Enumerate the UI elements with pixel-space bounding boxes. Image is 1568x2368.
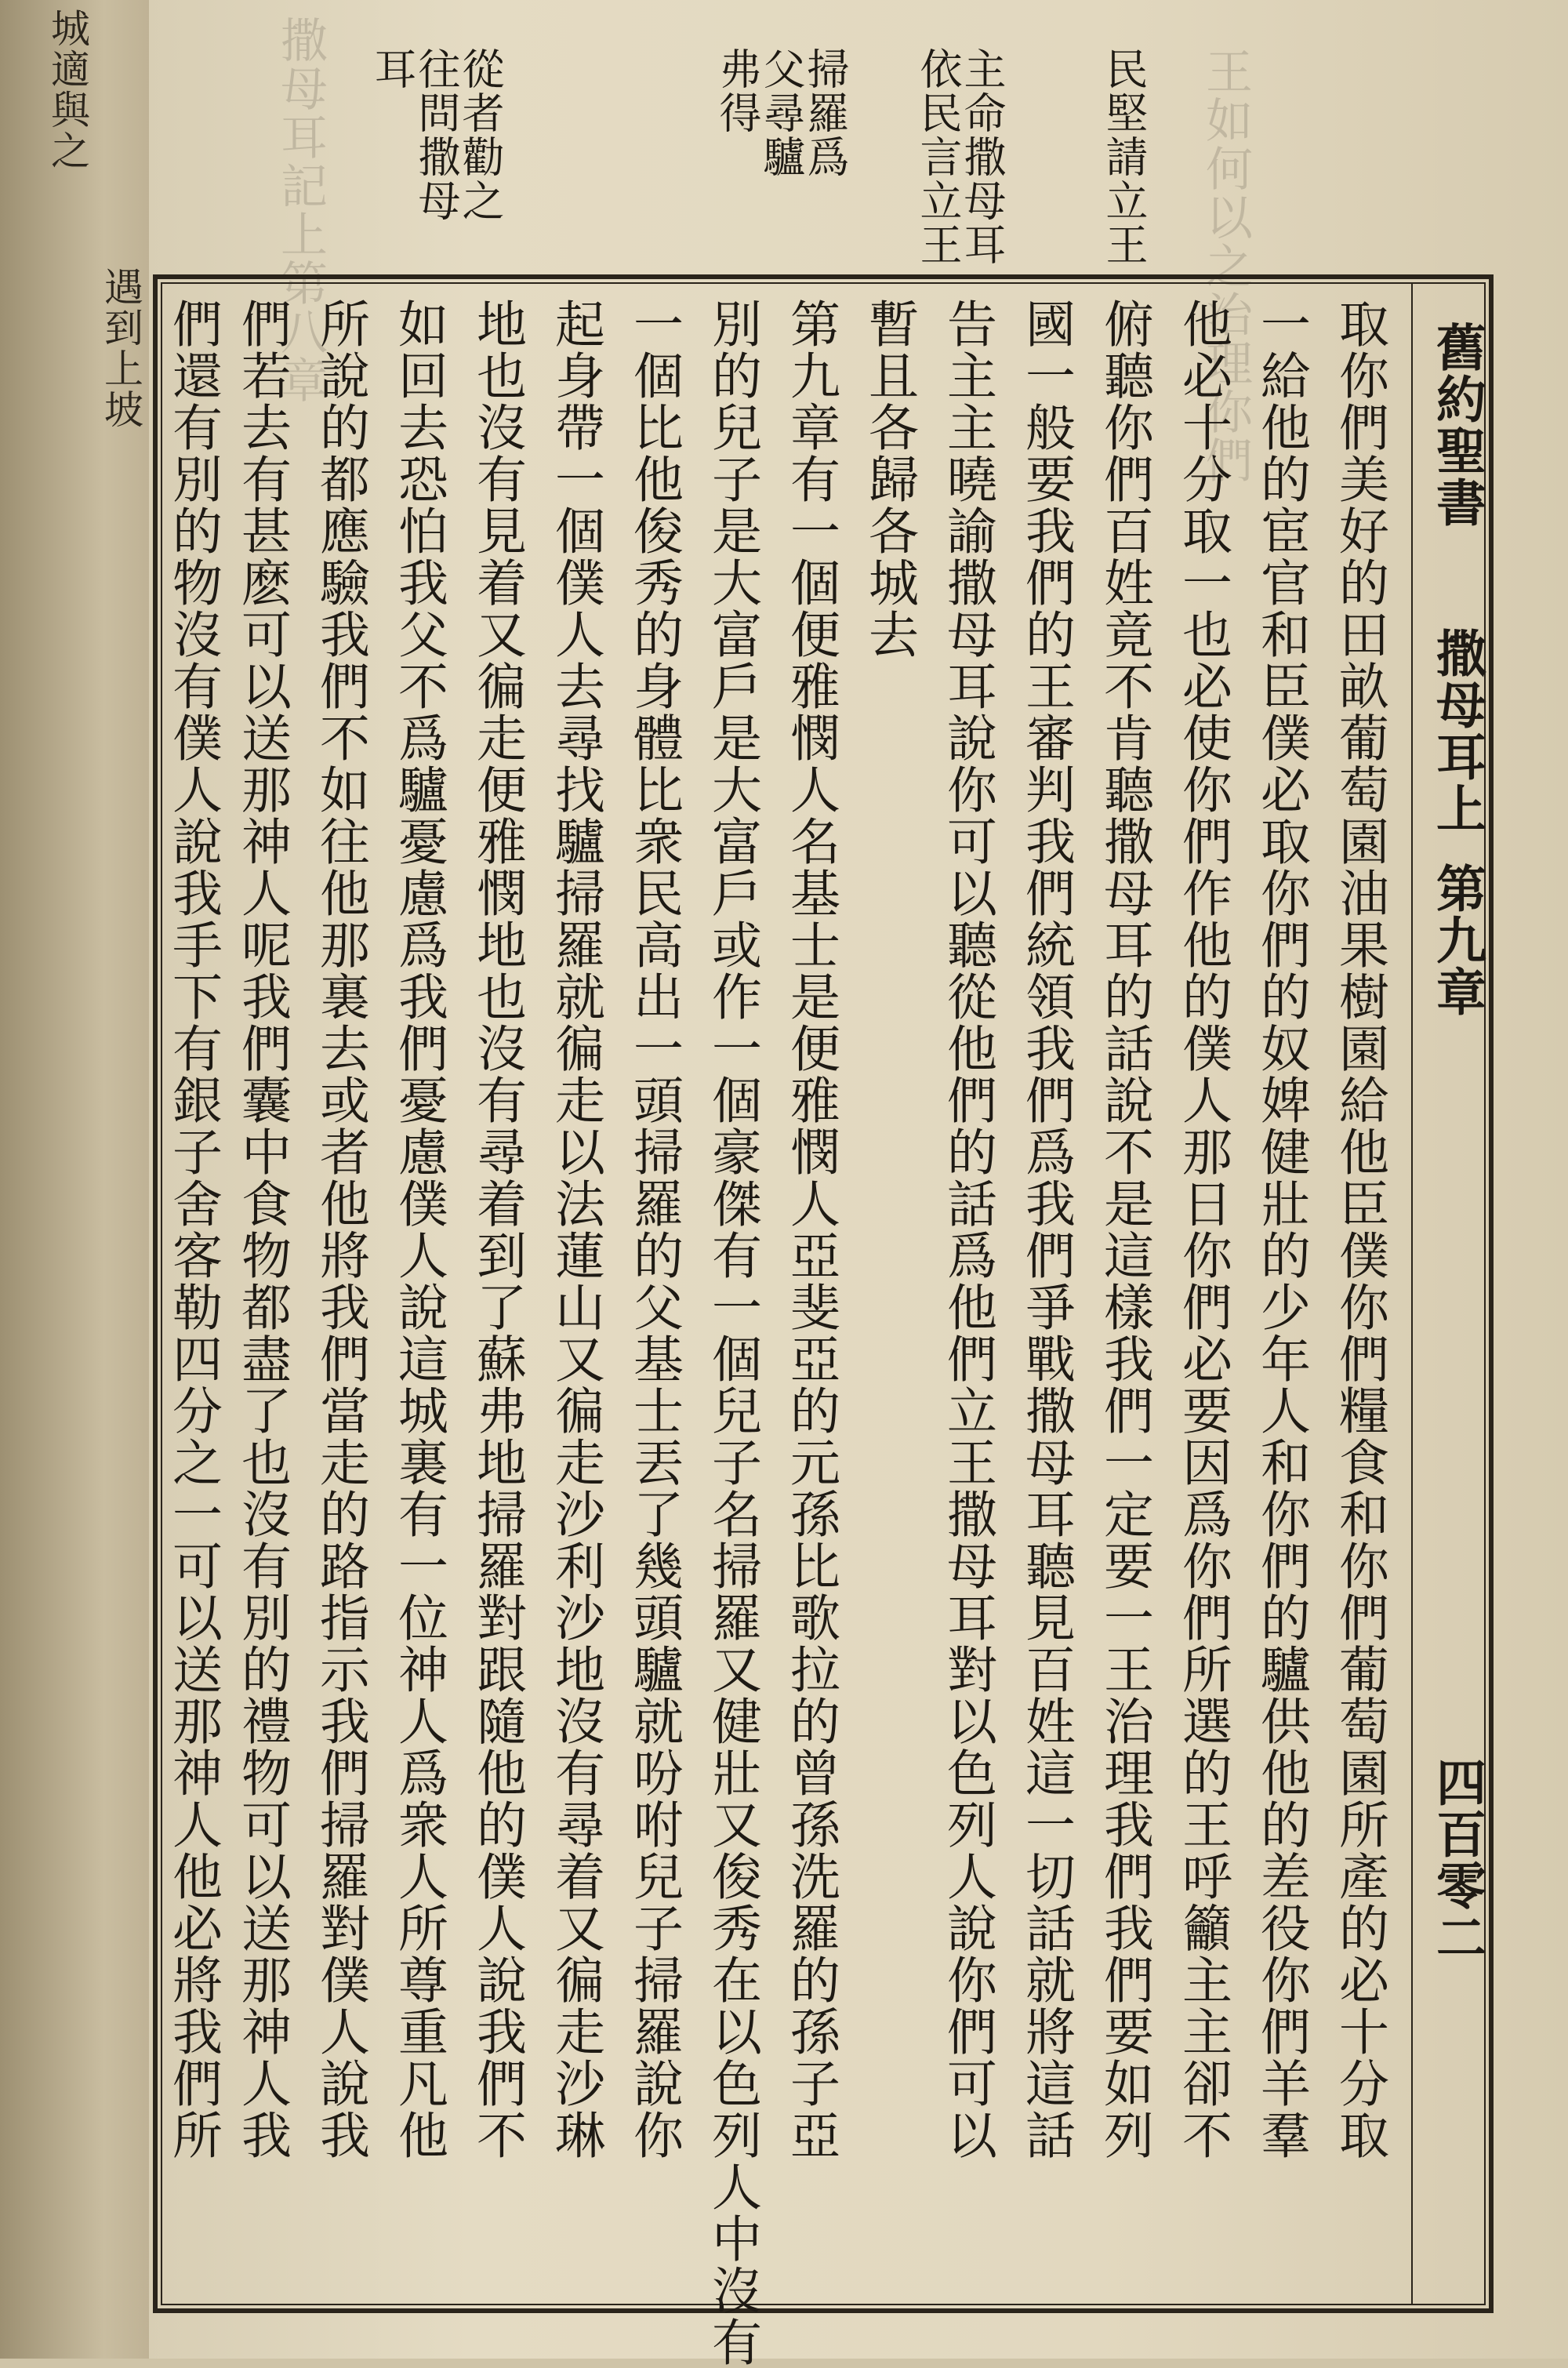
prev-page-line-2: 遇到上坡 xyxy=(98,267,143,430)
margin-note-3: 掃羅爲父尋驢弗得 xyxy=(713,47,850,179)
margin-note-2: 主命撒母耳依民言立王 xyxy=(913,47,1007,267)
text-line-14: 所說的都應驗我們不如往他那裏去或者他將我們當走的路指示我們掃羅對僕人說我 xyxy=(311,298,369,2161)
page-number: 四百零二 xyxy=(1428,1756,1486,1963)
text-line-10: 一個比他俊秀的身體比衆民高出一頭掃羅的父基士丟了幾頭驢就吩咐兒子掃羅說你 xyxy=(625,298,683,2161)
text-line-9: 別的兒子是大富戶是大富戶或作一個豪傑有一個兒子名掃羅又健壯又俊秀在以色列人中沒有 xyxy=(703,298,761,2368)
text-line-12: 地也沒有見着又徧走便雅憫地也沒有尋着到了蘇弗地掃羅對跟隨他的僕人說我們不 xyxy=(468,298,526,2161)
text-line-15: 們若去有甚麽可以送那神人呢我們囊中食物都盡了也沒有別的禮物可以送那神人我 xyxy=(233,298,291,2161)
book-title: 舊約聖書 xyxy=(1428,321,1486,528)
text-line-3: 他必十分取一也必使你們作他的僕人那日你們必要因爲你們所選的王呼籲主主卻不 xyxy=(1174,298,1232,2161)
chapter-title: 第九章 xyxy=(1428,863,1486,1018)
text-line-16: 們還有別的物沒有僕人說我手下有銀子舍客勒四分之一可以送那神人他必將我們所 xyxy=(164,298,222,2161)
text-line-5: 國一般要我們的王審判我們統領我們爲我們爭戰撒母耳聽見百姓這一切話就將這話 xyxy=(1017,298,1075,2161)
text-line-13: 如回去恐怕我父不爲驢憂慮爲我們憂慮僕人說這城裏有一位神人爲衆人所尊重凡他 xyxy=(390,298,448,2161)
bleed-through-text-1: 王如何以之治理你們 xyxy=(1198,47,1253,485)
text-line-8-chapter-start: 第九章有一個便雅憫人名基士是便雅憫人亞斐亞的元孫比歌拉的曾孫洗羅的孫子亞 xyxy=(782,298,840,2161)
text-line-11: 起身帶一個僕人去尋找驢掃羅就徧走以法蓮山又徧走沙利沙地沒有尋着又徧走沙琳 xyxy=(546,298,604,2161)
margin-note-1: 民堅請立王 xyxy=(1099,47,1149,267)
text-line-6: 告主主曉諭撒母耳說你可以聽從他們的話爲他們立王撒母耳對以色列人說你們可以 xyxy=(938,298,996,2161)
text-line-1: 取你們美好的田畝葡萄園油果樹園給他臣僕你們糧食和你們葡萄園所產的必十分取 xyxy=(1330,298,1388,2161)
text-line-2: 一給他的宦官和臣僕必取你們的奴婢健壯的少年人和你們的驢供他的差役你們羊羣 xyxy=(1252,298,1310,2161)
section-title: 撒母耳上 xyxy=(1428,627,1486,834)
margin-note-4: 從者勸之往問撒母耳 xyxy=(368,47,505,223)
prev-page-line-1: 城適與之 xyxy=(45,8,90,171)
bleed-through-text-2: 撒母耳記上第八章 xyxy=(273,16,328,405)
text-line-7: 暫且各歸各城去 xyxy=(860,298,918,660)
text-line-4: 俯聽你們百姓竟不肯聽撒母耳的話說不是這樣我們一定要一王治理我們我們要如列 xyxy=(1095,298,1153,2161)
header-separator xyxy=(1411,282,1413,2305)
